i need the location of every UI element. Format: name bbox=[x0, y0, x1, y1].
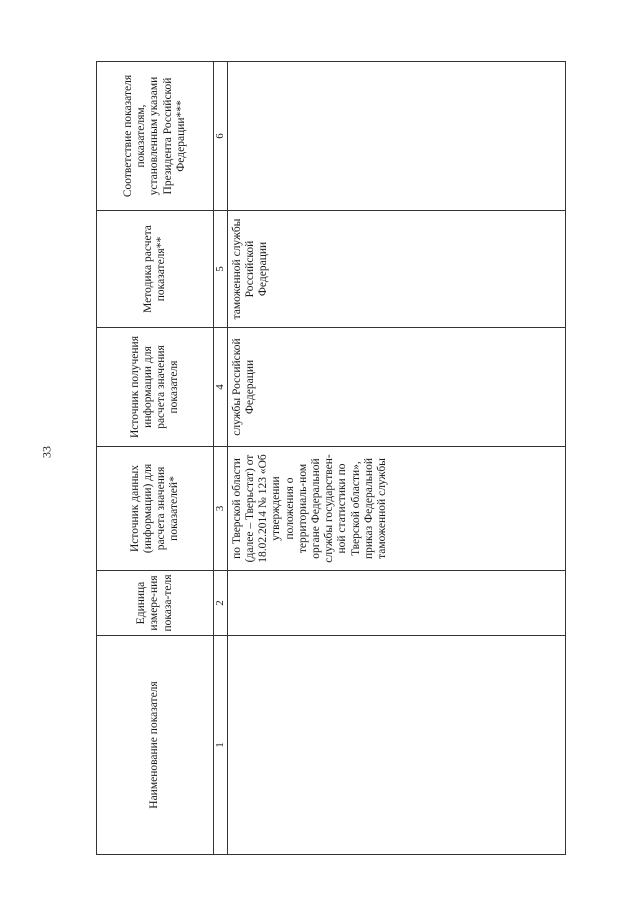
column-number: 1 bbox=[214, 636, 228, 855]
indicator-table bbox=[96, 61, 566, 855]
table-header-row bbox=[97, 62, 214, 855]
page-number: 33 bbox=[39, 446, 54, 458]
indicator-table-container bbox=[96, 62, 566, 855]
column-number: 5 bbox=[214, 211, 228, 328]
cell-methodology: таможенной службы Российской Федерации bbox=[227, 211, 565, 328]
cell-indicator-name bbox=[227, 636, 565, 855]
header-indicator-name: Наименование показателя bbox=[97, 636, 214, 855]
table-row bbox=[227, 62, 565, 855]
cell-data-source: по Тверской области (далее – Тверьстат) от 18.02.2014 № 123 «Об утверждении положения о территориаль-ном органе Федеральной службы государствен-ной статистики по Тверской области», приказ Федеральной таможенной службы bbox=[227, 447, 565, 571]
column-number: 4 bbox=[214, 328, 228, 447]
column-number: 2 bbox=[214, 571, 228, 636]
header-presidential-compliance: Соответствие показателя показателям, установленным указами Президента Российской Федерации*** bbox=[97, 62, 214, 211]
header-data-source: Источник данных (информации) для расчета значения показателей* bbox=[97, 447, 214, 571]
header-methodology: Методика расчета показателя** bbox=[97, 211, 214, 328]
column-number: 3 bbox=[214, 447, 228, 571]
cell-unit bbox=[227, 571, 565, 636]
header-unit: Единица измере-ния показа-теля bbox=[97, 571, 214, 636]
column-number: 6 bbox=[214, 62, 228, 211]
indicator-table-rotated bbox=[96, 62, 566, 855]
cell-info-source: службы Российской Федерации bbox=[227, 328, 565, 447]
header-info-source: Источник получения информации для расчета значения показателя bbox=[97, 328, 214, 447]
column-number-row bbox=[214, 62, 228, 855]
cell-presidential-compliance bbox=[227, 62, 565, 211]
